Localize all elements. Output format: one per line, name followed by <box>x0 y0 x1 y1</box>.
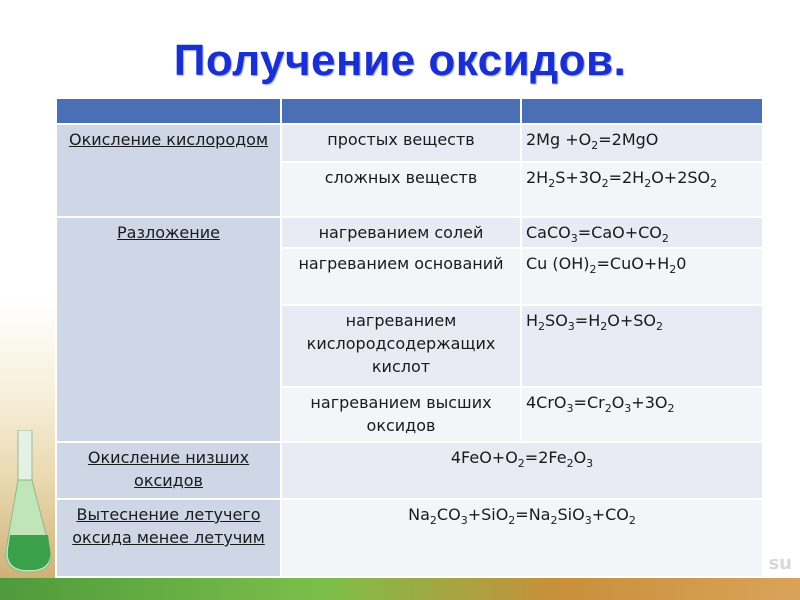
method-cell: Разложение <box>56 217 281 442</box>
table-header-row <box>56 98 763 124</box>
oxides-table <box>55 97 764 578</box>
equation-cell: $H_2SO_3=H_2O+SO_2$ <box>521 305 763 387</box>
subtype-cell: нагреванием кислородсодержащих кислот <box>281 305 521 387</box>
table-row <box>56 442 763 499</box>
table-row <box>56 217 763 248</box>
header-cell <box>521 98 763 124</box>
method-cell: Вытеснение летучего оксида менее летучим <box>56 499 281 577</box>
subtype-cell: нагреванием солей <box>281 217 521 248</box>
watermark: su <box>768 553 792 574</box>
subtype-cell: сложных веществ <box>281 162 521 217</box>
subtype-cell: нагреванием оснований <box>281 248 521 305</box>
background-shelf <box>0 578 800 600</box>
page-title: Получение оксидов. <box>173 36 627 85</box>
header-cell <box>56 98 281 124</box>
table-row <box>56 499 763 577</box>
subtype-cell: простых веществ <box>281 124 521 162</box>
equation-cell: $4CrO_3=Cr_2O_3+3O_2$ <box>521 387 763 442</box>
equation-cell: $4FeO+O_2=2Fe_2O_3$ <box>281 442 763 499</box>
flask-illustration <box>4 430 54 580</box>
equation-cell: Cu $(OH)_2=CuO+H_20$ <box>521 248 763 305</box>
subtype-cell: нагреванием высших оксидов <box>281 387 521 442</box>
equation-cell: $2Mg +O_2=2MgO$ <box>521 124 763 162</box>
method-cell: Окисление кислородом <box>56 124 281 217</box>
method-cell: Окисление низших оксидов <box>56 442 281 499</box>
equation-cell: $2H_2S+3O_2=2H_2O+2SO_2$ <box>521 162 763 217</box>
equation-cell: $CaCO_3=CaO+CO_2$ <box>521 217 763 248</box>
header-cell <box>281 98 521 124</box>
equation-cell: $Na_2CO_3+SiO_2=Na_2SiO_3+CO_2$ <box>281 499 763 577</box>
table-row <box>56 124 763 162</box>
